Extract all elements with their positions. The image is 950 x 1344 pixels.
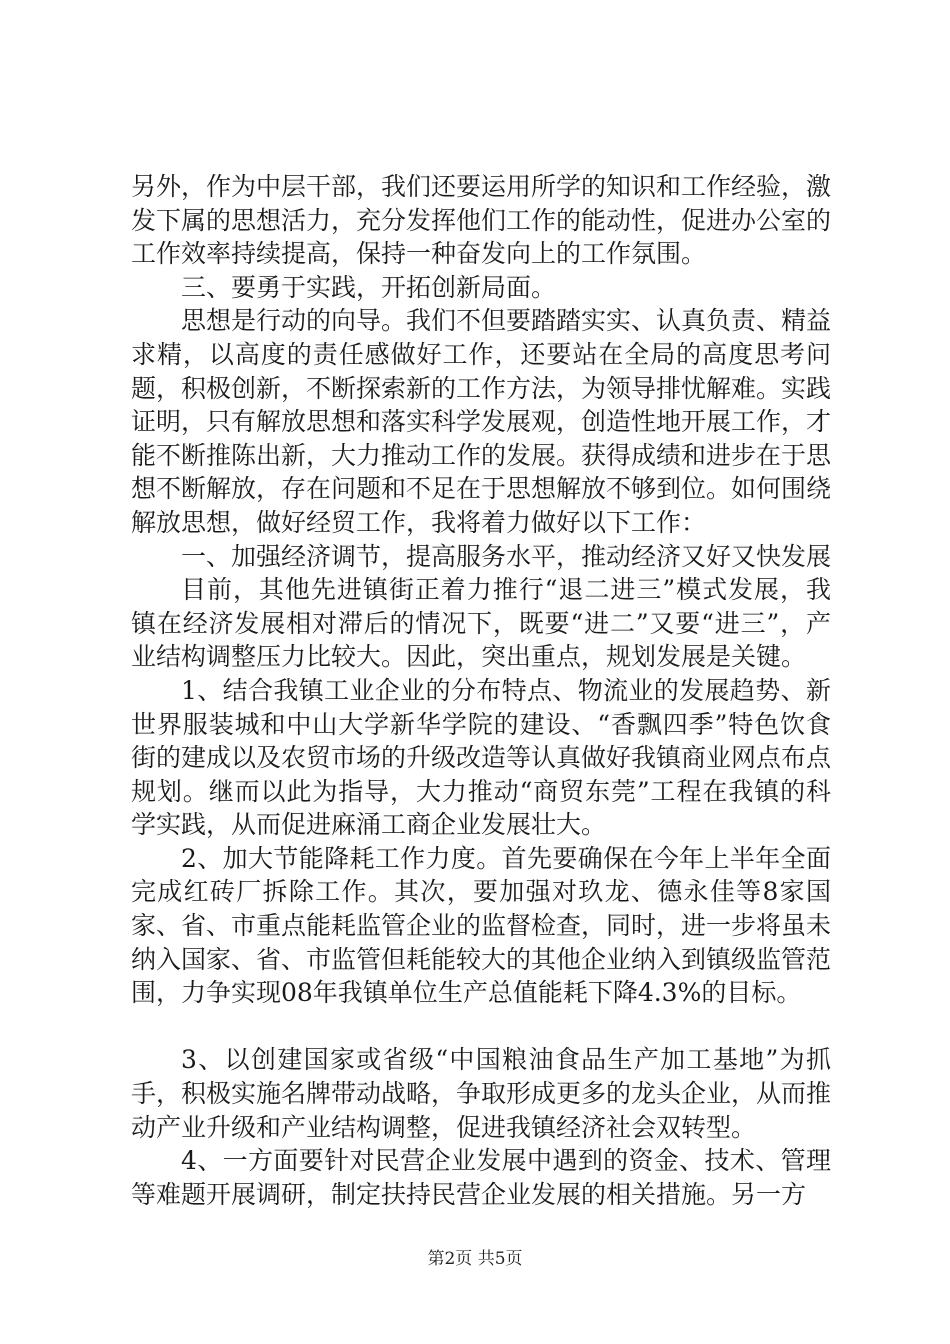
paragraph-5: 目前，其他先进镇街正着力推行“退二进三”模式发展，我镇在经济发展相对滞后的情况下，既要“进二”又要“进三”，产业结构调整压力比较大。因此，突出重点，规划发展是关键。 — [131, 575, 831, 672]
paragraph-3: 思想是行动的向导。我们不但要踏踏实实、认真负责、精益求精，以高度的责任感做好工作，还要站在全局的高度思考问题，积极创新，不断探索新的工作方法，为领导排忧解难。实践证明，只有解放思想和落实科学发展观，创造性地开展工作，才能不断推陈出新，大力推动工作的发展。获得成绩和进步在于思想不断解放，存在问题和不足在于思想解放不够到位。如何围绕解放思想，做好经贸工作，我将着力做好以下工作： — [131, 306, 832, 537]
paragraph-6: 1、结合我镇工业企业的分布特点、物流业的发展趋势、新世界服装城和中山大学新华学院的建设、“香飘四季”特色饮食街的建成以及农贸市场的升级改造等认真做好我镇商业网点布点规划。继而以此为指导，大力推动“商贸东莞”工程在我镇的科学实践，从而促进麻涌工商企业发展壮大。 — [131, 675, 832, 840]
paragraph-8: 3、以创建国家或省级“中国粮油食品生产加工基地”为抓手，积极实施名牌带动战略，争取形成更多的龙头企业，从而推动产业升级和产业结构调整，促进我镇经济社会双转型。 — [131, 1045, 832, 1142]
paragraph-2-heading: 三、要勇于实践，开拓创新局面。 — [181, 272, 557, 302]
paragraph-7: 2、加大节能降耗工作力度。首先要确保在今年上半年全面完成红砖厂拆除工作。其次，要加强对玖龙、德永佳等8家国家、省、市重点能耗监管企业的监督检查，同时，进一步将虽未纳入国家、省、市监管但耗能较大的其他企业纳入到镇级监管范围，力争实现08年我镇单位生产总值能耗下降4.3%的目标。 — [131, 843, 832, 1008]
page-footer — [0, 1244, 950, 1269]
paragraph-9: 4、一方面要针对民营企业发展中遇到的资金、技术、管理等难题开展调研，制定扶持民营企业发展的相关措施。另一方 — [131, 1146, 831, 1209]
paragraph-4-heading: 一、加强经济调节，提高服务水平，推动经济又好又快发展 — [181, 541, 832, 571]
document-body — [131, 170, 831, 1211]
blank-line — [131, 1010, 831, 1044]
paragraph-1: 另外，作为中层干部，我们还要运用所学的知识和工作经验，激发下属的思想活力，充分发挥他们工作的能动性，促进办公室的工作效率持续提高，保持一种奋发向上的工作氛围。 — [131, 172, 832, 269]
page-number: 第2页 共5页 — [427, 1249, 523, 1269]
